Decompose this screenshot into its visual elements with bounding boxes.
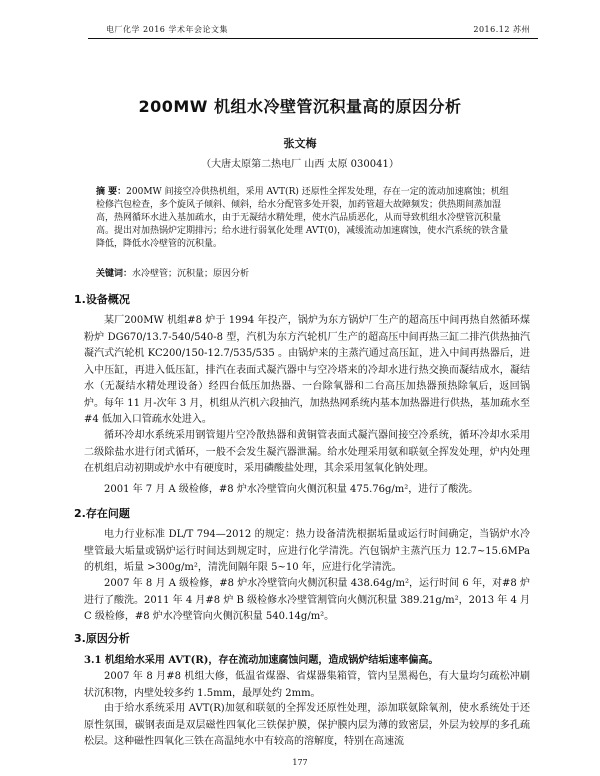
keywords-text: 水冷壁管；沉积量；原因分析 [132, 269, 250, 279]
section-3-paragraph: 2007 年 8 月#8 机组大修，低温省煤器、省煤器集箱管，管内呈黑褐色，有大量均匀疏松冲刷状沉积物，内壁处较多约 1.5mm，最厚处约 2mm。 [84, 671, 530, 699]
running-header-right: 2016.12 苏州 [473, 25, 530, 34]
section-2-paragraph: 2007 年 8 月 A 级检修，#8 炉水冷壁管向火侧沉积量 438.64g/m²，运行时间 6 年，对#8 炉进行了酸洗。2011 年 4 月#8 炉 B 级检修水冷壁管割管向火侧沉积量 389.21g/m²，2013 年 4 月 C 级检修，#8 炉水冷壁管向火侧沉积量 540.14g/m²。 [84, 578, 530, 622]
header-rule [88, 38, 538, 39]
keywords [96, 268, 516, 281]
abstract [96, 186, 516, 251]
author-affiliation: （大唐太原第二热电厂 山西 太原 030041） [201, 159, 399, 170]
section-3-paragraph: 由于给水系统采用 AVT(R)加氨和联氨的全挥发还原性处理，添加联氨除氧剂，使水系统处于还原性氛围，碳钢表面是双层磁性四氧化三铁保护膜，保护膜内层为薄的致密层，外层为较厚的多孔疏松层。这种磁性四氧化三铁在高温纯水中有较高的溶解度，特别在高速流 [84, 703, 530, 747]
section-2-paragraph: 电力行业标准 DL/T 794—2012 的规定：热力设备清洗根据垢量或运行时间确定，当锅炉水冷壁管最大垢量或锅炉运行时间达到规定时，应进行化学清洗。汽包锅炉主蒸汽压力 12.7~15.6MPa 的机组，垢量 >300g/m²，清洗间隔年限 5~10 年，应进行化学清洗。 [84, 529, 530, 573]
abstract-text: 200MW 间接空冷供热机组，采用 AVT(R) 还原性全挥发处理，存在一定的流动加速腐蚀；机组检修汽包检查，多个旋风子倾斜、倾斜，给水分配管多处开裂，加药管超大故障频发；供热期间蒸加湿高，热网循环水进入基加疏水，由于无凝结水精处理，使水汽品质恶化，从而导致机组水冷壁管沉积量高。提出对加热锅炉定期排污；给水进行弱氧化处理 AVT(0)，减缓流动加速腐蚀，使水汽系统的铁含量降低，降低水冷壁管的沉积量。 [96, 187, 509, 249]
keywords-label: 关键词： [96, 269, 133, 279]
section-heading-2: 2.存在问题 [74, 507, 130, 520]
running-header-left: 电厂化学 2016 学术年会论文集 [106, 25, 228, 34]
author-name: 张文梅 [283, 137, 317, 150]
section-1-paragraph: 某厂200MW 机组#8 炉于 1994 年投产，锅炉为东方锅炉厂生产的超高压中间再热自然循环煤粉炉 DG670/13.7-540/540-8 型，汽机为东方汽轮机厂生产的超高压中间再热三缸二排汽供热抽汽凝汽式汽轮机 KC200/150-12.7/535/535 。由锅炉来的主蒸汽通过高压缸，进入中间再热器后，进入中压缸，再进入低压缸，排汽在表面式凝汽器中与空冷塔来的冷却水进行热交换而凝结成水，凝结水（无凝结水精处理设备）经四台低压加热器、一台除氧器和二台高压加热器预热除氧后，返回锅炉。每年 11 月-次年 3 月，机组从汽机六段抽汽，加热热网系统内基本加热器进行供热，基加疏水至#4 低加入口管疏水处进入。 [84, 315, 530, 425]
section-1-paragraph: 2001 年 7 月 A 级检修，#8 炉水冷壁管向火侧沉积量 475.76g/m²，进行了酸洗。 [104, 484, 479, 495]
section-1-paragraph: 循环冷却水系统采用钢管翅片空冷散热器和黄铜管表面式凝汽器间接空冷系统，循环冷却水采用二级除盐水进行闭式循环，一般不会发生凝汽器泄漏。给水处理采用氨和联氨全挥发处理，炉内处理在机组启动初期或炉水中有硬度时，采用磷酸盐处理，其余采用氢氧化钠处理。 [84, 430, 530, 474]
page-number: 177 [292, 758, 308, 767]
section-heading-1: 1.设备概况 [74, 293, 130, 306]
abstract-label: 摘 要： [96, 187, 127, 197]
subsection-heading-3-1: 3.1 机组给水采用 AVT(R)，存在流动加速腐蚀问题，造成锅炉结垢速率偏高。 [84, 655, 439, 666]
paper-title: 200MW 机组水冷壁管沉积量高的原因分析 [138, 97, 462, 116]
section-heading-3: 3.原因分析 [74, 632, 130, 645]
